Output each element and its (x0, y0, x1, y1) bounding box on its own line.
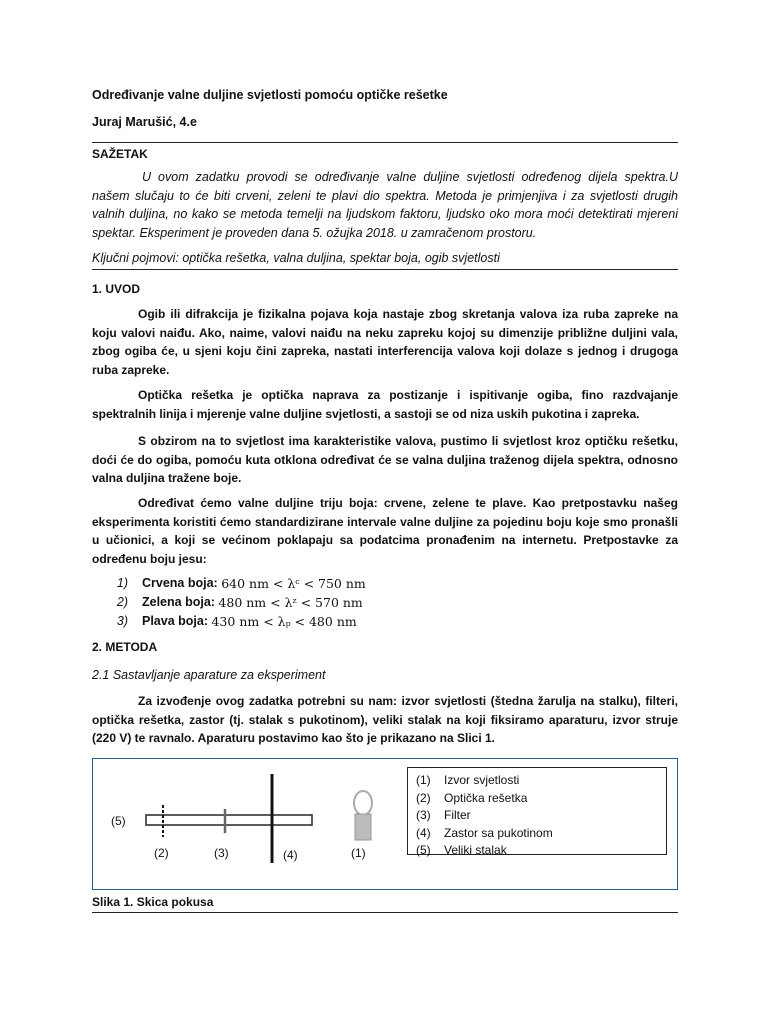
abstract-text: U ovom zadatku provodi se određivanje valne duljine svjetlosti određenog dijela spektra.U našem slučaju to će biti crveni, zeleni te plavi dio spektra. Metoda je primjenjiva i za svjetlosti drugih valnih duljina, no kako se metoda temelji na ljudskom faktoru, ljudsko oko mora moći detektirati mjereni spektar. Eksperiment je proveden dana 5. ožujka 2018. u zamračenom prostoru. (92, 170, 678, 240)
label-5: (5) (111, 814, 126, 828)
subsection-heading: 2.1 Sastavljanje aparature za eksperiment (92, 668, 326, 682)
list-item: 1) Crvena boja: 640 nm < λᶜ < 750 nm (116, 576, 366, 591)
intro-paragraph-4: Određivat ćemo valne duljine triju boja: crvene, zelene te plave. Kao pretpostavku našeg eksperimenta koristiti ćemo standardizirane intervale valne duljine za pojedinu boju koje smo pronašli u učionici, a koji se većinom poklapaju sa podatcima pronađenim na internetu. Pretpostavke za određenu boju jesu: (92, 496, 678, 566)
divider (92, 142, 678, 143)
legend-item: (3) Filter (416, 808, 471, 822)
label-3: (3) (214, 846, 229, 860)
divider (92, 912, 678, 913)
author-line: Juraj Marušić, 4.e (92, 115, 197, 129)
light-source-base (355, 814, 371, 840)
legend-item: (2) Optička rešetka (416, 791, 528, 805)
legend-item: (1) Izvor svjetlosti (416, 773, 520, 787)
intro-paragraph-2: Optička rešetka je optička naprava za postizanje i ispitivanje ogiba, fino razdvajanje spektralnih linija i mjerenje valne duljine svjetlosti, a sastoji se od niza uskih pukotina i zapreka. (92, 388, 678, 421)
paper-title: Određivanje valne duljine svjetlosti pomoću optičke rešetke (92, 88, 448, 102)
label-1: (1) (351, 846, 366, 860)
figure-caption: Slika 1. Skica pokusa (92, 895, 214, 909)
intro-paragraph-1: Ogib ili difrakcija je fizikalna pojava koja nastaje zbog skretanja valova iza ruba zapreke na koju valovi naiđu. Ako, naime, valovi naiđu na neku zapreku kojoj su dimenzije približne duljini vala, zbog ogiba će, u sjeni koju čini zapreka, nastati interferencija valova koji dolaze s jednog i drugoga ruba zapreke. (92, 307, 678, 377)
keywords: Ključni pojmovi: optička rešetka, valna duljina, spektar boja, ogib svjetlosti (92, 251, 500, 265)
section-heading-method: 2. METODA (92, 640, 158, 654)
list-item: 2) Zelena boja: 480 nm < λᶻ < 570 nm (116, 595, 363, 610)
light-bulb (354, 791, 372, 815)
label-2: (2) (154, 846, 169, 860)
large-stand (146, 815, 312, 825)
section-heading-intro: 1. UVOD (92, 282, 141, 296)
method-paragraph-1: Za izvođenje ovog zadatka potrebni su nam: izvor svjetlosti (štedna žarulja na stalku), filteri, optička rešetka, zastor (tj. stalak s pukotinom), veliki stalak na koji fiksiramo aparaturu, izvor struje (220 V) te ravnalo. Aparaturu postavimo kao što je prikazano na Slici 1. (92, 694, 678, 745)
apparatus-sketch (93, 759, 393, 887)
abstract-heading: SAŽETAK (92, 147, 148, 161)
legend-item: (4) Zastor sa pukotinom (416, 826, 553, 840)
hypothesis-list (92, 574, 366, 631)
legend-item: (5) Veliki stalak (416, 843, 507, 857)
intro-paragraph-3: S obzirom na to svjetlost ima karakteristike valova, pustimo li svjetlost kroz optičku rešetku, doći će do ogiba, pomoću kuta otklona određivat će se valna duljina traženog dijela spektra, odnosno valna duljina tražene boje. (92, 434, 678, 485)
figure-legend (407, 767, 667, 855)
figure-box (92, 758, 678, 890)
label-4: (4) (283, 848, 298, 862)
divider (92, 269, 678, 270)
list-item: 3) Plava boja: 430 nm < λₚ < 480 nm (116, 614, 357, 629)
